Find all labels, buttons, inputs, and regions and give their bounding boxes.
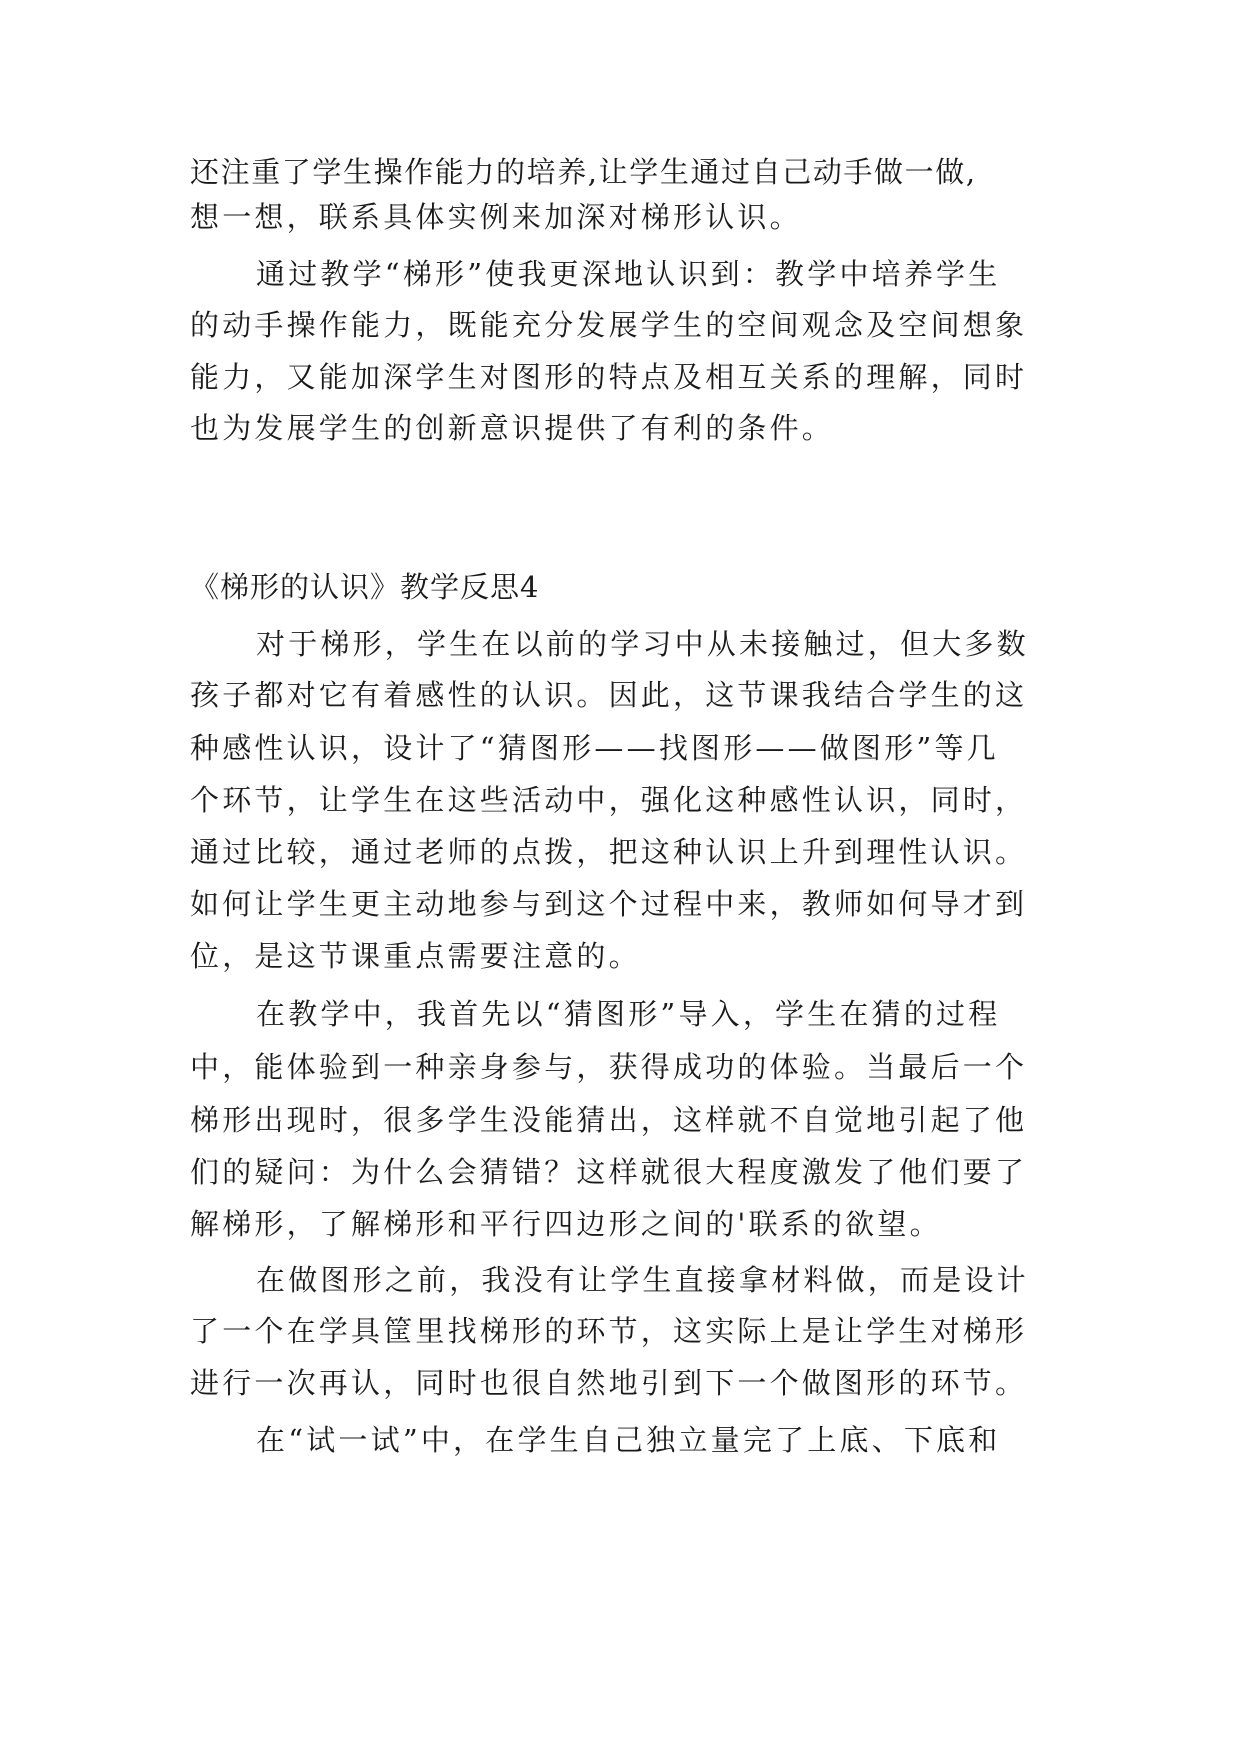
paragraph-line: 在“试一试”中，在学生自己独立量完了上底、下底和 (256, 1423, 1001, 1457)
paragraph-line: 孩子都对它有着感性的认识。因此，这节课我结合学生的这 (190, 678, 1028, 712)
paragraph-line: 了一个在学具筐里找梯形的环节，这实际上是让学生对梯形 (190, 1314, 1028, 1348)
paragraph-line: 梯形出现时，很多学生没能猜出，这样就不自觉地引起了他 (190, 1103, 1028, 1137)
paragraph-line: 能力，又能加深学生对图形的特点及相互关系的理解，同时 (190, 360, 1028, 394)
paragraph-line: 也为发展学生的创新意识提供了有利的条件。 (190, 411, 835, 445)
paragraph-line: 通过教学“梯形”使我更深地认识到：教学中培养学生 (256, 257, 1001, 291)
paragraph-line: 进行一次再认，同时也很自然地引到下一个做图形的环节。 (190, 1366, 1028, 1400)
paragraph-line: 对于梯形，学生在以前的学习中从未接触过，但大多数 (256, 627, 1029, 661)
paragraph-line: 个环节，让学生在这些活动中，强化这种感性认识，同时， (190, 783, 1028, 817)
paragraph-line: 想一想，联系具体实例来加深对梯形认识。 (190, 200, 802, 234)
paragraph-line: 如何让学生更主动地参与到这个过程中来，教师如何导才到 (190, 887, 1028, 921)
paragraph-line: 中，能体验到一种亲身参与，获得成功的体验。当最后一个 (190, 1050, 1028, 1084)
section-heading: 《梯形的认识》教学反思4 (190, 570, 540, 604)
paragraph-line: 在做图形之前，我没有让学生直接拿材料做，而是设计 (256, 1263, 1029, 1297)
paragraph-line: 位，是这节课重点需要注意的。 (190, 939, 641, 973)
paragraph-line: 还注重了学生操作能力的培养,让学生通过自己动手做一做, (190, 155, 977, 189)
paragraph-line: 在教学中，我首先以“猜图形”导入，学生在猜的过程 (256, 997, 1001, 1031)
paragraph-line: 通过比较，通过老师的点拨，把这种认识上升到理性认识。 (190, 835, 1028, 869)
paragraph-line: 解梯形，了解梯形和平行四边形之间的'联系的欲望。 (190, 1207, 942, 1241)
paragraph-line: 们的疑问：为什么会猜错？这样就很大程度激发了他们要了 (190, 1155, 1028, 1189)
paragraph-line: 种感性认识，设计了“猜图形——找图形——做图形”等几 (190, 731, 999, 765)
paragraph-line: 的动手操作能力，既能充分发展学生的空间观念及空间想象 (190, 308, 1028, 342)
